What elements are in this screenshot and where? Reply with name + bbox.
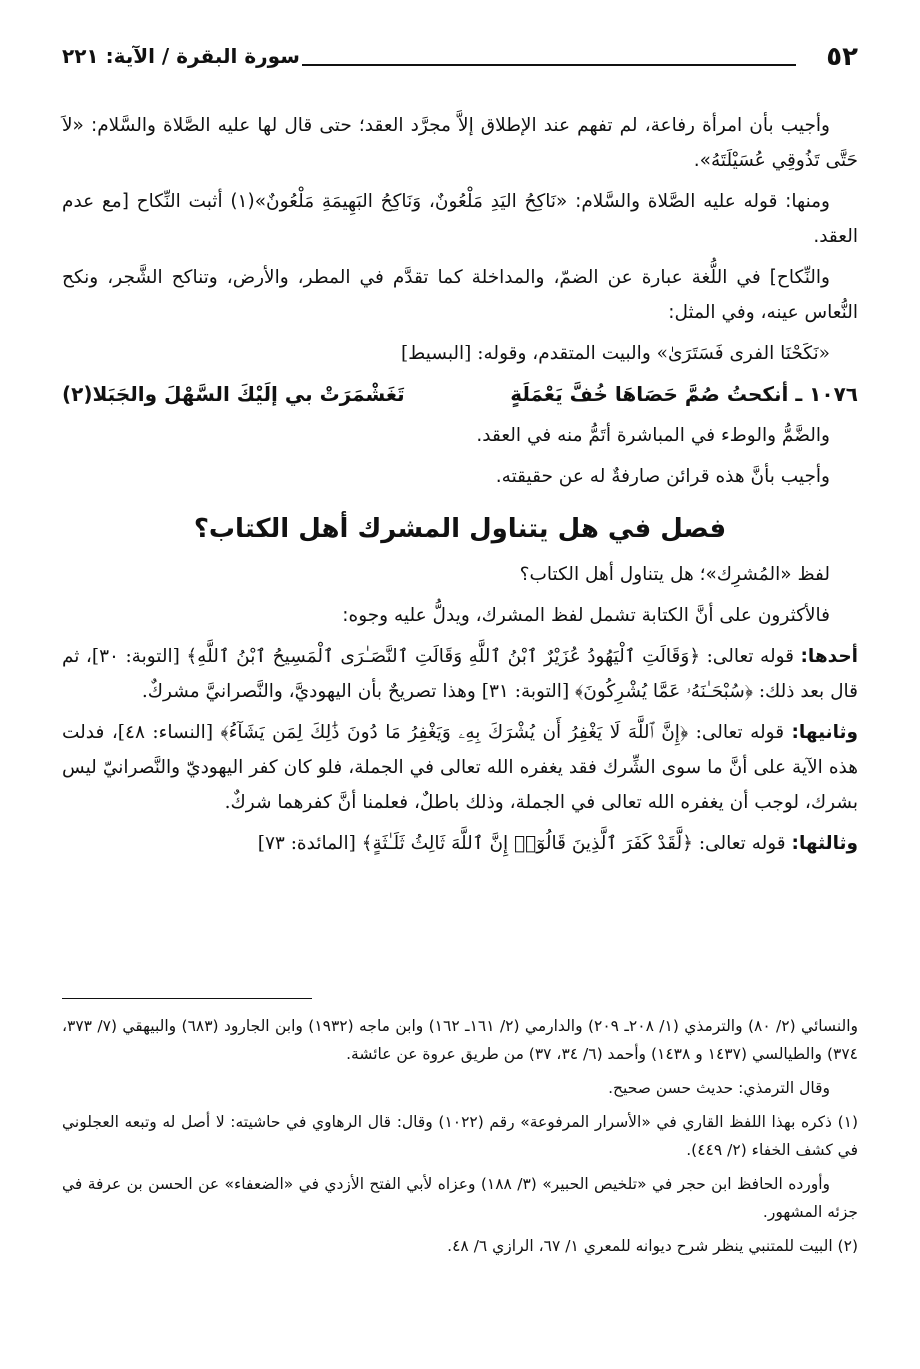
header-rule (302, 64, 796, 66)
paragraph: «نَكَحْنَا الفرى فَسَتَرَىٰ» والبيت المتقدم، وقوله: [البسيط] (400, 343, 830, 364)
paragraph: ومنها: قوله عليه الصَّلاة والسَّلام: «نَاكِحُ اليَدِ مَلْعُونٌ، وَنَاكِحُ البَهِيمَةِ مَلْعُونٌ»(١) أثبت النِّكاح [مع عدم العقد. (62, 191, 858, 247)
point-text: قوله تعالى: ﴿إِنَّ ٱللَّهَ لَا يَغْفِرُ أَن يُشْرَكَ بِهِۦ وَيَغْفِرُ مَا دُونَ ذَٰلِكَ لِمَن يَشَآءُ﴾ [النساء: ٤٨]، فدلت هذه الآية على أنَّ ما سوى الشِّرك فقد يغفره الله تعالى في الجملة، فلو كان كفر اليهوديّ والنَّصرانيّ ليس بشرك، لوجب أن يغفره الله تعالى في الجملة، وذلك باطلٌ، فعلمنا أنَّ كفرهما شركٌ. (62, 722, 858, 813)
point-text: قوله تعالى: ﴿لَّقَدْ كَفَرَ ٱلَّذِينَ قَالُوٓا۟ إِنَّ ٱللَّهَ ثَالِثُ ثَلَـٰثَةٍ﴾ [المائدة: ٧٣] (257, 833, 786, 854)
main-text (62, 108, 858, 867)
footnote: والنسائي (٢/ ٨٠) والترمذي (١/ ٢٠٨ـ ٢٠٩) والدارمي (٢/ ١٦١ـ ١٦٢) وابن ماجه (١٩٣٢) وابن الجارود (٦٨٣) والبيهقي (٧/ ٣٧٣، ٣٧٤) والطيالسي (١٤٣٧ و ١٤٣٨) وأحمد (٦/ ٣٤، ٣٧) من طريق عروة عن عائشة. (62, 1017, 859, 1063)
footnote: (٢) البيت للمتنبي ينظر شرح ديوانه للمعري ١/ ٦٧، الرازي ٦/ ٤٨. (447, 1237, 858, 1255)
point-label: أحدها: (800, 646, 859, 667)
footnote-separator (62, 998, 312, 999)
running-title: سورة البقرة / الآية: ٢٢١ (62, 44, 300, 68)
footnote: (١) ذكره بهذا اللفظ القاري في «الأسرار المرفوعة» رقم (١٠٢٢) وقال: قال الرهاوي في حاشيته: لا أصل له وتبعه العجلوني في كشف الخفاء (٢/ ٤٤٩). (62, 1113, 859, 1159)
paragraph: وأجيب بأنَّ هذه قرائن صارفةٌ له عن حقيقته. (495, 466, 830, 487)
paragraph: لفظ «المُشرِك»؛ هل يتناول أهل الكتاب؟ (519, 564, 830, 585)
footnote: وقال الترمذي: حديث حسن صحيح. (608, 1079, 830, 1097)
paragraph: وأجيب بأن امرأة رفاعة، لم تفهم عند الإطلاق إلاَّ مجرَّد العقد؛ حتى قال لها عليه الصَّلاة والسَّلام: «لاَ حَتَّى تَذُوقِي عُسَيْلَتَهُ». (62, 115, 858, 171)
paragraph: فالأكثرون على أنَّ الكتابة تشمل لفظ المشرك، ويدلُّ عليه وجوه: (342, 605, 830, 626)
poetry-verse (62, 377, 858, 412)
footnotes (62, 1012, 858, 1266)
paragraph (62, 826, 858, 861)
page-number: ٥٢ (826, 42, 858, 72)
point-label: وثالثها: (791, 833, 858, 854)
point-text: قوله تعالى: ﴿وَقَالَتِ ٱلْيَهُودُ عُزَيْرٌ ٱبْنُ ٱللَّهِ وَقَالَتِ ٱلنَّصَـٰرَى ٱلْمَسِيحُ ٱبْنُ ٱللَّهِ﴾ [التوبة: ٣٠]، ثم قال بعد ذلك: ﴿سُبْحَـٰنَهُۥ عَمَّا يُشْرِكُونَ﴾ [التوبة: ٣١] وهذا تصريحٌ بأن اليهوديَّ، والنَّصرانيَّ مشركٌ. (62, 646, 858, 702)
footnote: وأورده الحافظ ابن حجر في «تلخيص الحبير» (٣/ ١٨٨) وعزاه لأبي الفتح الأزدي في «الضعفاء» عن الحسن بن عرفة في جزئه المشهور. (62, 1175, 858, 1221)
paragraph (62, 715, 858, 820)
verse-first-hemistich: ١٠٧٦ ـ أنكحتُ صُمَّ حَصَاهَا خُفَّ يَعْمَلَةٍ (510, 382, 858, 406)
section-heading: فصل في هل يتناول المشرك أهل الكتاب؟ (193, 514, 727, 544)
paragraph: والضَّمُّ والوطء في المباشرة أتَمُّ منه في العقد. (476, 425, 830, 446)
paragraph (62, 639, 858, 709)
paragraph: والنِّكاح] في اللُّغة عبارة عن الضمّ، والمداخلة كما تقدَّم في المطر، والأرض، وتناكح الشَّجر، ونكح النُّعاس عينه، وفي المثل: (62, 267, 858, 323)
page-header (62, 42, 858, 82)
verse-second-hemistich: تَغَشْمَرَتْ بي إلَيْكَ السَّهْلَ والجَبَلا(٢) (62, 382, 405, 406)
point-label: وثانيها: (791, 722, 858, 743)
